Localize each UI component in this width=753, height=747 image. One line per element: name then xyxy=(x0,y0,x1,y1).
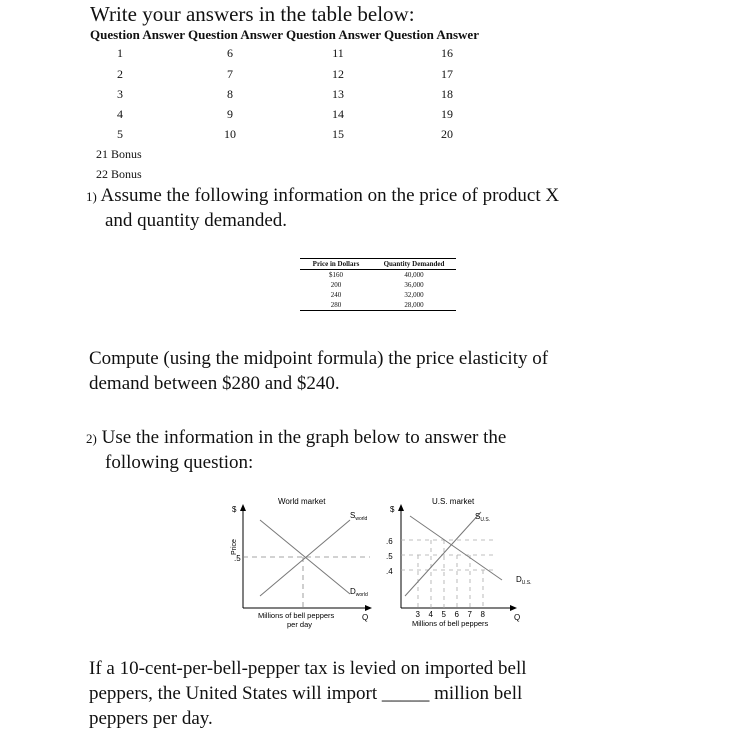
us-y-tick: .6 xyxy=(386,537,393,546)
world-supply-letter: S xyxy=(350,511,356,520)
answer-question-number: 19 xyxy=(441,107,453,121)
q2-line2: following question: xyxy=(105,452,254,473)
table-header-row xyxy=(300,258,456,270)
world-y-symbol: $ xyxy=(232,505,237,514)
q2-tax-line3: peppers per day. xyxy=(89,708,213,729)
price-cell: 280 xyxy=(330,301,342,309)
answer-blank: _____ xyxy=(381,683,430,704)
answer-question-number: 5 xyxy=(117,127,123,141)
q2-number: 2) xyxy=(86,431,97,446)
us-supply-label xyxy=(475,512,490,523)
page-title: Write your answers in the table below: xyxy=(90,2,415,26)
q2-tax-line1: If a 10-cent-per-bell-pepper tax is levied on imported bell xyxy=(89,658,527,679)
us-supply-curve xyxy=(405,512,481,596)
bonus-label: 21 Bonus xyxy=(96,147,142,161)
table-row xyxy=(300,280,456,290)
quantity-column-header: Quantity Demanded xyxy=(383,260,445,268)
us-x-tick: 6 xyxy=(454,610,459,619)
table-row xyxy=(300,270,456,280)
q1-text xyxy=(86,183,559,209)
world-supply-label xyxy=(350,511,368,522)
quantity-cell: 32,000 xyxy=(404,291,424,299)
answer-question-number: 14 xyxy=(332,107,344,121)
q2-tax-line2-a: peppers, the United States will import xyxy=(89,683,378,704)
answer-table-header: Question Answer Question Answer Question Answer Question Answer xyxy=(90,27,479,42)
answer-question-number: 12 xyxy=(332,67,344,81)
table-row xyxy=(300,300,456,311)
quantity-cell: 28,000 xyxy=(404,301,424,309)
quantity-cell: 36,000 xyxy=(404,281,424,289)
answer-question-number: 4 xyxy=(117,107,123,121)
us-market-graph xyxy=(385,490,555,635)
q2-text xyxy=(86,425,506,451)
us-demand-label xyxy=(516,575,532,586)
answer-question-number: 3 xyxy=(117,87,123,101)
answer-question-number: 9 xyxy=(227,107,233,121)
us-y-symbol: $ xyxy=(390,505,395,514)
q1-line1: Assume the following information on the price of product X xyxy=(100,185,560,206)
us-x-tick: 8 xyxy=(480,610,485,619)
answer-question-number: 18 xyxy=(441,87,453,101)
us-x-tick: 7 xyxy=(467,610,472,619)
answer-question-number: 6 xyxy=(227,46,233,60)
world-market-graph xyxy=(210,490,385,635)
price-column-header: Price in Dollars xyxy=(312,260,360,268)
us-x-tick: 5 xyxy=(441,610,446,619)
us-demand-curve xyxy=(410,516,502,580)
answer-question-number: 1 xyxy=(117,46,123,60)
world-x-symbol: Q xyxy=(362,613,369,622)
us-supply-letter: S xyxy=(475,512,481,521)
world-demand-subscript: world xyxy=(355,592,368,598)
answer-question-number: 11 xyxy=(332,46,344,60)
us-y-tick: .5 xyxy=(386,552,393,561)
answer-question-number: 15 xyxy=(332,127,344,141)
answer-question-number: 8 xyxy=(227,87,233,101)
us-x-symbol: Q xyxy=(514,613,521,622)
us-x-tick: 4 xyxy=(428,610,433,619)
q2-line1: Use the information in the graph below to answer the xyxy=(101,427,507,448)
us-graph-title: U.S. market xyxy=(432,497,475,506)
us-x-label: Millions of bell peppers xyxy=(412,619,489,628)
world-x-label-line2: per day xyxy=(287,620,313,629)
answer-question-number: 13 xyxy=(332,87,344,101)
quantity-cell: 40,000 xyxy=(404,271,424,279)
table-row xyxy=(300,290,456,300)
q2-tax-line2 xyxy=(89,681,522,706)
world-demand-label xyxy=(350,587,368,598)
us-supply-subscript: U.S. xyxy=(480,517,491,523)
answer-question-number: 10 xyxy=(224,127,236,141)
world-graph-title: World market xyxy=(278,497,326,506)
q2-tax-line2-b: million bell xyxy=(434,683,523,704)
bonus-label: 22 Bonus xyxy=(96,167,142,181)
answer-question-number: 17 xyxy=(441,67,453,81)
price-cell: 200 xyxy=(330,281,342,289)
price-quantity-table xyxy=(300,258,456,311)
q1-compute-line2: demand between $280 and $240. xyxy=(89,373,340,394)
us-y-arrow-icon xyxy=(398,504,404,511)
us-x-tick: 3 xyxy=(415,610,420,619)
q1-compute-line1: Compute (using the midpoint formula) the price elasticity of xyxy=(89,348,549,369)
world-y-axis-label: Price xyxy=(231,539,238,555)
answer-question-number: 16 xyxy=(441,46,453,60)
us-demand-subscript: U.S. xyxy=(521,580,532,586)
us-demand-letter: D xyxy=(516,575,522,584)
world-price-tick: .5 xyxy=(234,554,241,563)
world-supply-subscript: world xyxy=(355,516,368,522)
answer-question-number: 2 xyxy=(117,67,123,81)
world-demand-letter: D xyxy=(350,587,356,596)
world-x-arrow-icon xyxy=(365,605,372,611)
world-x-label-line1: Millions of bell peppers xyxy=(258,611,335,620)
q1-number: 1) xyxy=(86,189,97,204)
price-cell: 240 xyxy=(330,291,342,299)
world-y-arrow-icon xyxy=(240,504,246,511)
q1-line2: and quantity demanded. xyxy=(105,210,288,231)
price-cell: $160 xyxy=(329,271,343,279)
us-x-arrow-icon xyxy=(510,605,517,611)
answer-question-number: 7 xyxy=(227,67,233,81)
us-y-tick: .4 xyxy=(386,567,393,576)
answer-question-number: 20 xyxy=(441,127,453,141)
